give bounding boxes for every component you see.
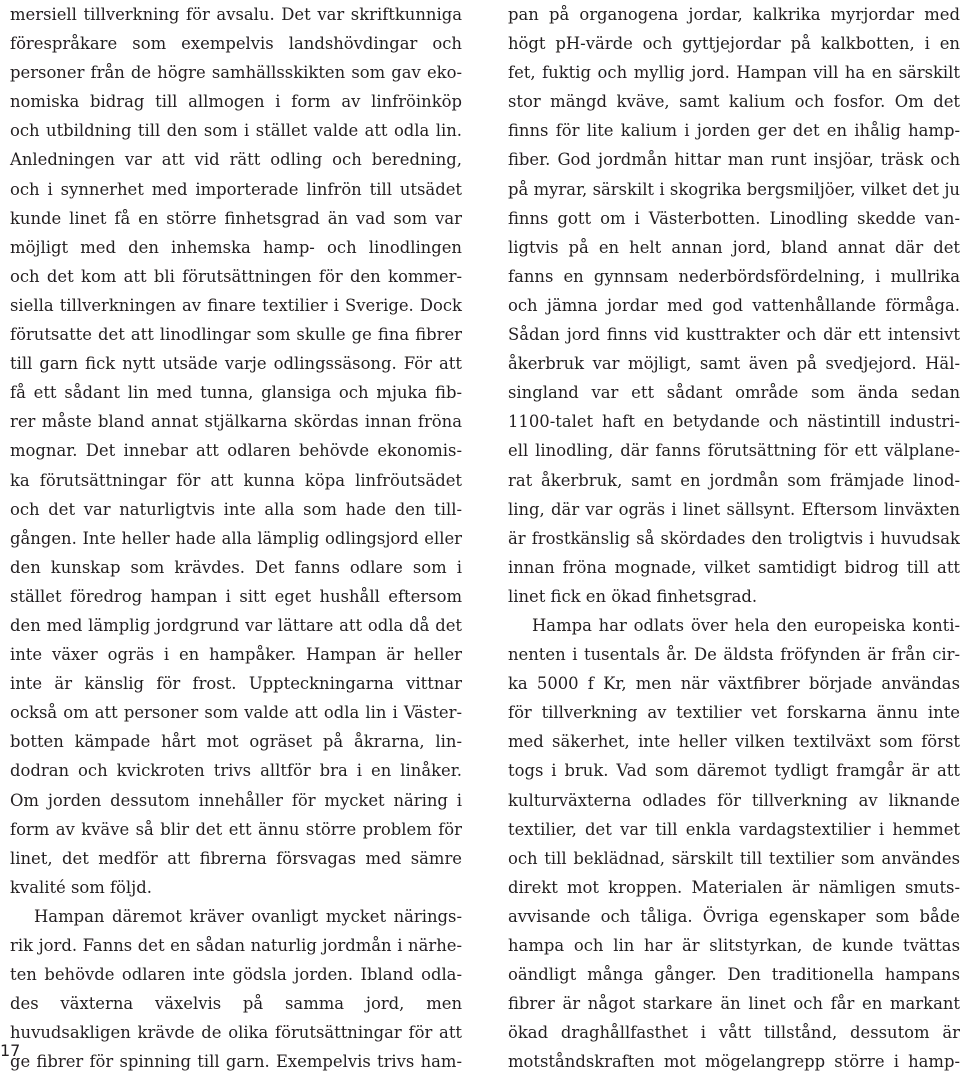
text-line: oändligt många gånger. Den traditionella hampans: [508, 965, 960, 985]
text-line: Om jorden dessutom innehåller för mycket näring i: [10, 790, 462, 810]
text-line: dodran och kvickroten trivs alltför bra i en linåker.: [10, 761, 462, 781]
text-line: högt pH-värde och gyttjejordar på kalkbotten, i en: [508, 34, 960, 54]
text-line: inte är känslig för frost. Uppteckningarna vittnar: [10, 674, 462, 694]
page-number: 17: [0, 1041, 21, 1060]
text-line: inte växer ogräs i en hampåker. Hampan är heller: [10, 645, 462, 665]
text-line: den med lämplig jordgrund var lättare att odla då det: [10, 615, 462, 635]
text-line: Sådan jord finns vid kusttrakter och där ett intensivt: [508, 325, 960, 345]
text-line: finns för lite kalium i jorden ger det en ihålig hamp-: [508, 121, 960, 141]
text-line: stor mängd kväve, samt kalium och fosfor. Om det: [508, 92, 960, 112]
text-line: ling, där var ogräs i linet sällsynt. Eftersom linväxten: [508, 499, 960, 519]
text-line: mognar. Det innebar att odlaren behövde ekonomis-: [10, 441, 462, 461]
text-line: linet fick en ökad finhetsgrad.: [508, 586, 758, 606]
text-line: togs i bruk. Vad som däremot tydligt framgår är att: [508, 761, 960, 781]
text-line: för tillverkning av textilier vet forskarna ännu inte: [508, 703, 960, 723]
text-line: åkerbruk var möjligt, samt även på svedjejord. Häl-: [508, 354, 960, 374]
text-line: ge fibrer för spinning till garn. Exempelvis trivs ham-: [10, 1052, 462, 1072]
text-line: få ett sådant lin med tunna, glansiga och mjuka fib-: [10, 383, 462, 403]
text-line: huvudsakligen krävde de olika förutsättningar för att: [10, 1023, 462, 1043]
text-line: gången. Inte heller hade alla lämplig odlingsjord eller: [10, 528, 462, 548]
left-column: [10, 0, 462, 1076]
text-line: och det var naturligtvis inte alla som hade den till-: [10, 499, 462, 519]
text-line: kulturväxterna odlades för tillverkning av liknande: [508, 790, 960, 810]
text-line: möjligt med den inhemska hamp- och linodlingen: [10, 237, 462, 257]
text-line: och till beklädnad, särskilt till textilier som användes: [508, 848, 960, 868]
text-line: fiber. God jordmån hittar man runt insjöar, träsk och: [508, 150, 960, 170]
text-line: ell linodling, där fanns förutsättning för ett välplane-: [508, 441, 960, 461]
text-line: form av kväve så blir det ett ännu större problem för: [10, 819, 462, 839]
text-line: och i synnerhet med importerade linfrön till utsädet: [10, 179, 462, 199]
text-line: fibrer är något starkare än linet och får en markant: [508, 994, 960, 1014]
text-line: ökad draghållfasthet i vått tillstånd, dessutom är: [508, 1023, 960, 1043]
text-line: innan fröna mognade, vilket samtidigt bidrog till att: [508, 557, 960, 577]
text-line: den kunskap som krävdes. Det fanns odlare som i: [10, 557, 462, 577]
text-line: mersiell tillverkning för avsalu. Det var skriftkunniga: [10, 5, 462, 24]
text-line: siella tillverkningen av finare textilier i Sverige. Dock: [10, 295, 462, 315]
text-line: ligtvis på en helt annan jord, bland annat där det: [508, 237, 960, 257]
text-line: ten behövde odlaren inte gödsla jorden. Ibland odla-: [10, 965, 462, 985]
text-line: är frostkänslig så skördades den troligtvis i huvudsak: [508, 528, 960, 548]
text-line: personer från de högre samhällsskikten som gav eko-: [10, 63, 462, 83]
text-line: Anledningen var att vid rätt odling och beredning,: [10, 150, 462, 170]
text-line: linet, det medför att fibrerna försvagas med sämre: [10, 848, 462, 868]
text-line: singland var ett sådant område som ända sedan: [508, 383, 960, 403]
text-line: också om att personer som valde att odla lin i Väster-: [10, 703, 462, 723]
text-line: nenten i tusentals år. De äldsta fröfynden är från cir-: [508, 645, 960, 665]
text-line: rat åkerbruk, samt en jordmån som främjade linod-: [508, 470, 960, 490]
text-line: Hampa har odlats över hela den europeiska konti-: [532, 615, 960, 635]
text-line: fanns en gynnsam nederbördsfördelning, i mullrika: [508, 266, 960, 286]
right-column: [508, 0, 960, 1076]
text-line: förespråkare som exempelvis landshövdingar och: [10, 34, 462, 54]
text-line: ka förutsättningar för att kunna köpa linfröutsädet: [10, 470, 462, 490]
text-line: finns gott om i Västerbotten. Linodling skedde van-: [508, 208, 960, 228]
text-line: des växterna växelvis på samma jord, men: [10, 994, 462, 1014]
text-line: nomiska bidrag till allmogen i form av linfröinköp: [10, 92, 462, 112]
text-line: och det kom att bli förutsättningen för den kommer-: [10, 266, 462, 286]
text-line: till garn fick nytt utsäde varje odlingssäsong. För att: [10, 354, 462, 374]
text-line: och jämna jordar med god vattenhållande förmåga.: [508, 295, 960, 315]
text-line: pan på organogena jordar, kalkrika myrjordar med: [508, 5, 960, 24]
text-line: 1100-talet haft en betydande och nästintill industri-: [508, 412, 960, 432]
text-line: hampa och lin har är slitstyrkan, de kunde tvättas: [508, 936, 960, 955]
text-line: botten kämpade hårt mot ogräset på åkrarna, lin-: [10, 732, 462, 752]
text-line: rer måste bland annat stjälkarna skördas innan fröna: [10, 412, 462, 432]
text-line: och utbildning till den som i stället valde att odla lin.: [10, 121, 462, 141]
text-line: kunde linet få en större finhetsgrad än vad som var: [10, 208, 462, 228]
text-line: ka 5000 f Kr, men när växtfibrer började användas: [508, 674, 960, 694]
text-line: avvisande och tåliga. Övriga egenskaper som både: [508, 906, 960, 926]
text-line: förutsatte det att linodlingar som skulle ge fina fibrer: [10, 325, 462, 345]
text-line: fet, fuktig och myllig jord. Hampan vill ha en särskilt: [508, 63, 960, 83]
text-line: kvalité som följd.: [10, 877, 152, 897]
text-line: på myrar, särskilt i skogrika bergsmiljöer, vilket det ju: [508, 179, 960, 199]
text-line: stället föredrog hampan i sitt eget hushåll eftersom: [10, 586, 462, 606]
text-line: Hampan däremot kräver ovanligt mycket närings-: [34, 906, 462, 926]
text-line: motståndskraften mot mögelangrepp större i hamp-: [508, 1052, 960, 1072]
text-line: textilier, det var till enkla vardagstextilier i hemmet: [508, 819, 960, 839]
text-line: direkt mot kroppen. Materialen är nämligen smuts-: [508, 877, 960, 897]
text-line: rik jord. Fanns det en sådan naturlig jordmån i närhe-: [10, 936, 462, 955]
text-line: med säkerhet, inte heller vilken textilväxt som först: [508, 732, 960, 752]
